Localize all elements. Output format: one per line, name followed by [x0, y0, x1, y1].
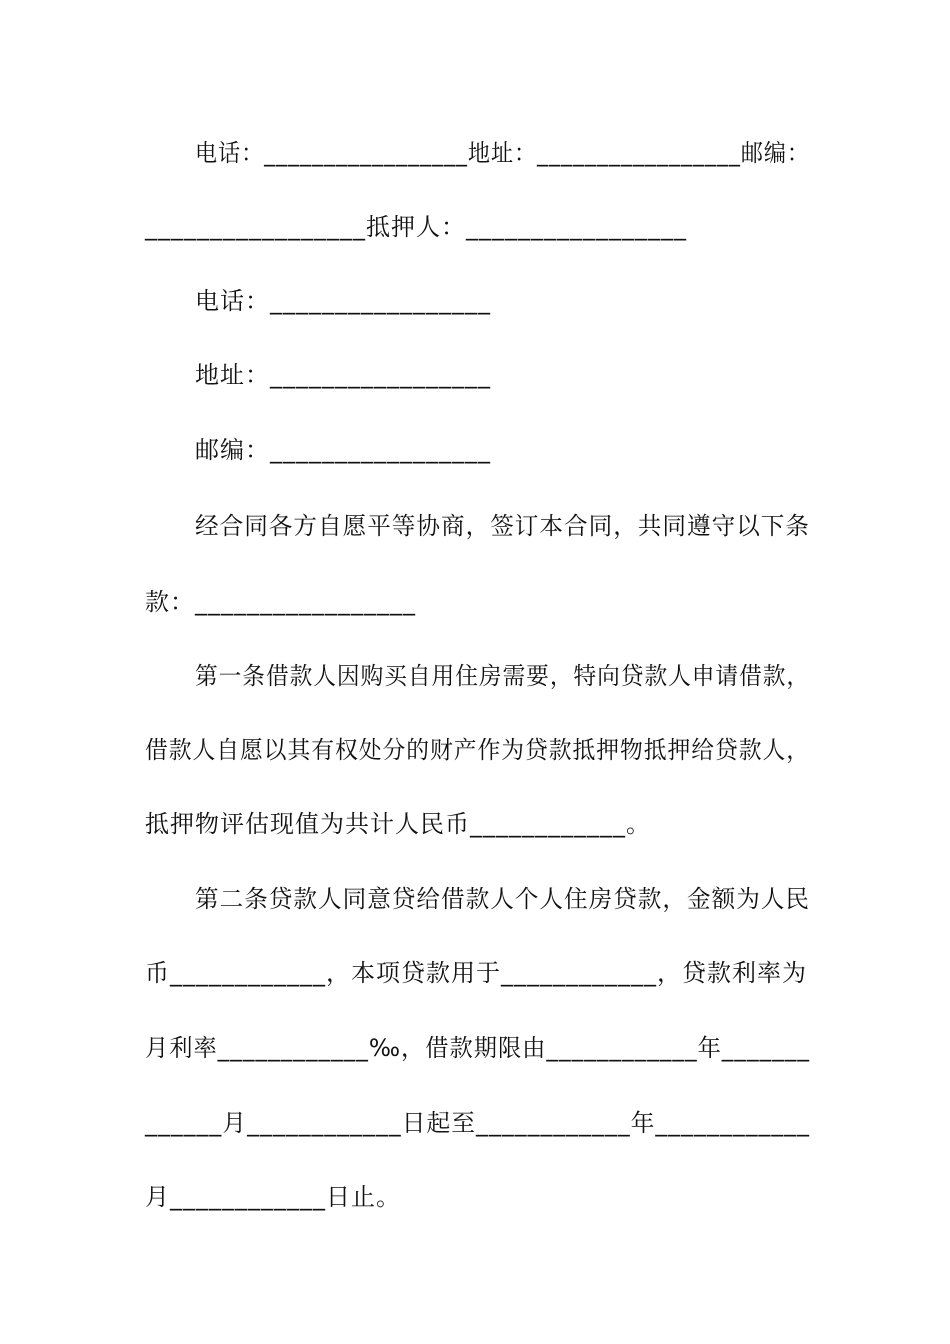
text-line-5 — [195, 430, 491, 470]
text-line-9 — [145, 730, 845, 770]
text-line-12 — [145, 953, 807, 993]
line-text: 月____________日止。 — [145, 1183, 401, 1211]
line-text: 电话：_________________地址：_________________邮编： — [195, 139, 810, 167]
line-text: ______月____________日起至____________年____________ — [145, 1109, 811, 1137]
line-text: 借款人自愿以其有权处分的财产作为贷款抵押物抵押给贷款人， — [145, 736, 810, 764]
text-line-1 — [195, 133, 862, 173]
text-line-8 — [195, 656, 845, 696]
text-line-4 — [195, 355, 491, 395]
text-line-14 — [145, 1103, 816, 1143]
line-text: 抵押物评估现值为共计人民币____________。 — [145, 810, 651, 838]
text-line-10 — [145, 804, 651, 844]
line-text: 月利率____________‰，借款期限由____________年_______ — [145, 1034, 810, 1062]
text-line-11 — [195, 879, 820, 919]
line-text: 电话：_________________ — [195, 287, 491, 315]
text-line-13 — [145, 1028, 831, 1068]
line-text: 第二条贷款人同意贷给借款人个人住房贷款，金额为人民 — [195, 885, 810, 913]
line-text: 第一条借款人因购买自用住房需要，特向贷款人申请借款， — [195, 662, 811, 690]
line-text: 地址：_________________ — [195, 361, 491, 389]
line-text: 款：_________________ — [145, 588, 416, 616]
line-text: _________________抵押人：_________________ — [145, 213, 687, 241]
text-line-2 — [145, 207, 687, 247]
text-line-6 — [195, 506, 820, 546]
line-text: 经合同各方自愿平等协商，签订本合同，共同遵守以下条 — [195, 512, 810, 540]
text-line-3 — [195, 281, 491, 321]
text-line-15 — [145, 1177, 401, 1217]
line-text: 邮编：_________________ — [195, 436, 491, 464]
line-text: 币____________，本项贷款用于____________，贷款利率为 — [145, 959, 807, 987]
text-line-7 — [145, 582, 416, 622]
